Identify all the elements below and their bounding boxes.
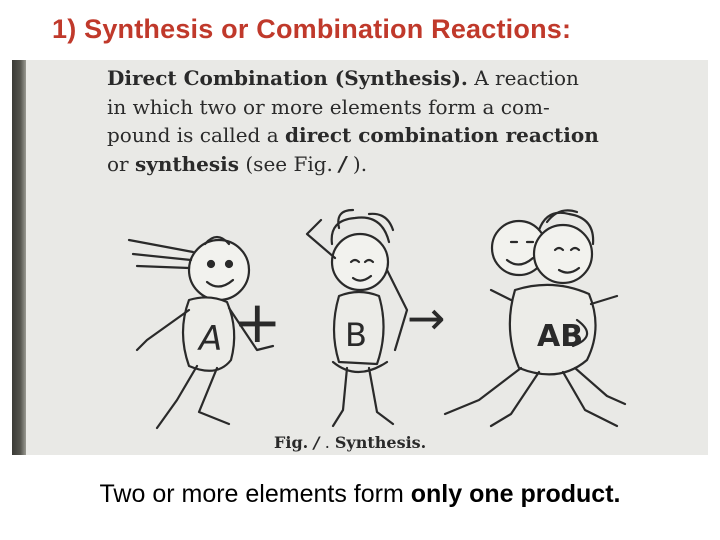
book-term: Direct Combination (Synthesis). xyxy=(107,66,468,90)
book-line-3: pound is called a direct combination reaction xyxy=(107,123,599,147)
label-a: A xyxy=(199,319,223,359)
synthesis-cartoon xyxy=(107,200,627,430)
label-b: B xyxy=(345,316,367,354)
slide-title: 1) Synthesis or Combination Reactions: xyxy=(52,14,572,44)
reaction-arrow: → xyxy=(407,291,446,345)
book-line-2: in which two or more elements form a com- xyxy=(107,94,550,119)
book-spine-edge xyxy=(12,60,26,455)
book-line-4: or synthesis (see Fig. / ). xyxy=(107,151,368,176)
book-line-1: Direct Combination (Synthesis). A reaction xyxy=(107,66,579,90)
label-ab: AB xyxy=(537,319,584,354)
plus-sign: + xyxy=(233,288,282,356)
summary-statement: Two or more elements form only one product. xyxy=(99,480,621,508)
character-ab-pair xyxy=(445,210,625,426)
textbook-photo xyxy=(12,60,708,455)
figure-caption: Fig. / . Synthesis. xyxy=(274,433,427,452)
summary-emphasis: only one product. xyxy=(410,480,621,508)
textbook-paragraph xyxy=(107,64,647,178)
handwritten-fig-number: / xyxy=(339,151,347,176)
